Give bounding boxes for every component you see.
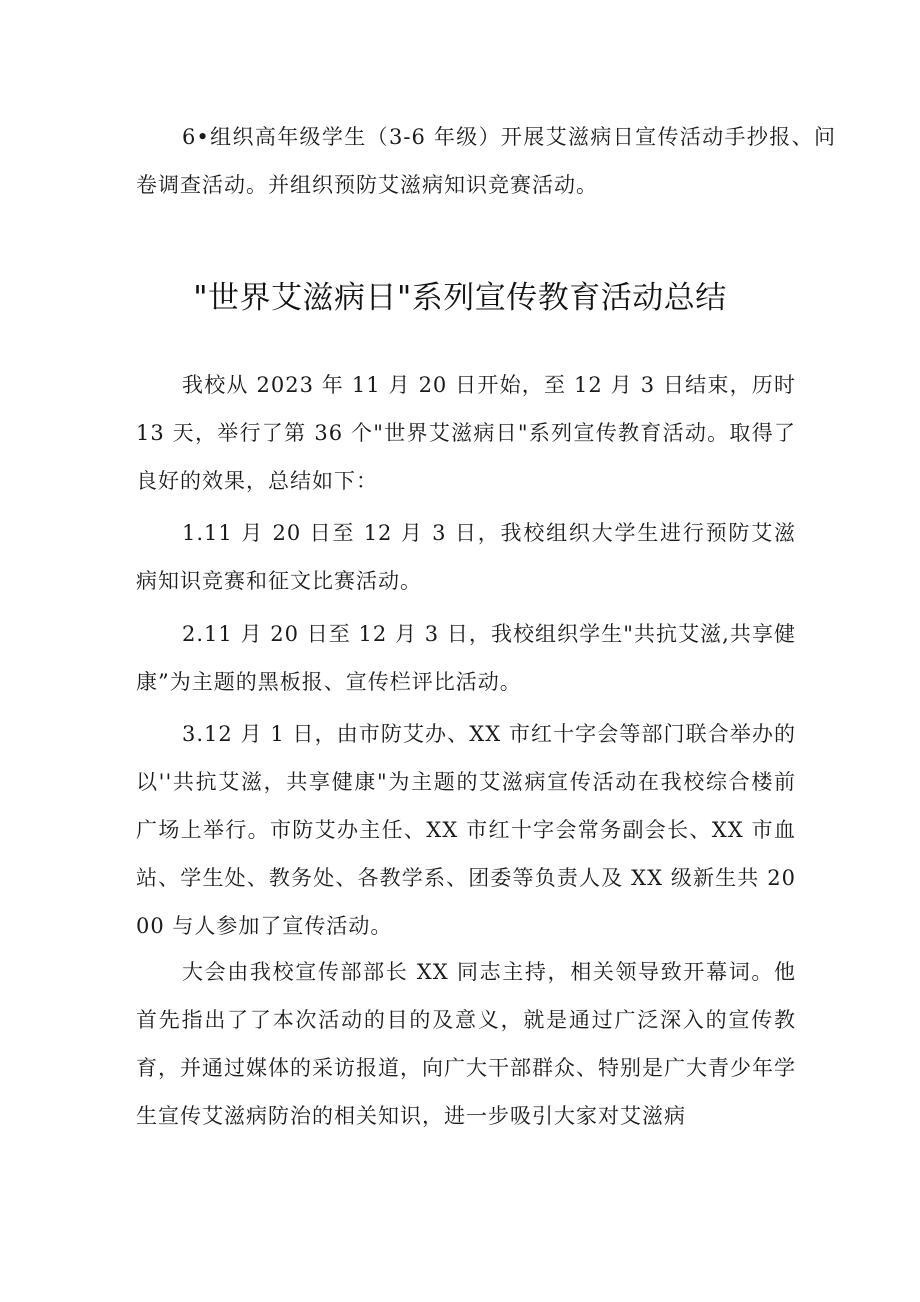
intro-list-item: 6•组织高年级学生（3-6 年级）开展艾滋病日宣传活动手抄报、问卷调查活动。并组织预防艾滋病知识竞赛活动。 xyxy=(136,125,836,197)
paragraph-meeting: 大会由我校宣传部部长 XX 同志主持，相关领导致开幕词。他首先指出了了本次活动的目的及意义，就是通过广泛深入的宣传教育，并通过媒体的采访报道，向广大干部群众、特别是广大青少年学生宣传艾滋病防治的相关知识，进一步吸引大家对艾滋病 xyxy=(136,960,796,1128)
paragraph-item-1: 1.11 月 20 日至 12 月 3 日，我校组织大学生进行预防艾滋病知识竞赛和征文比赛活动。 xyxy=(136,521,796,593)
document-title: "世界艾滋病日"系列宣传教育活动总结 xyxy=(193,280,727,316)
paragraph-intro: 我校从 2023 年 11 月 20 日开始，至 12 月 3 日结束，历时 13 天，举行了第 36 个"世界艾滋病日"系列宣传教育活动。取得了良好的效果，总结如下： xyxy=(136,373,796,493)
paragraph-item-2: 2.11 月 20 日至 12 月 3 日，我校组织学生"共抗艾滋,共享健康”为主题的黑板报、宣传栏评比活动。 xyxy=(136,622,796,694)
paragraph-item-3: 3.12 月 1 日，由市防艾办、XX 市红十字会等部门联合举办的以''共抗艾滋，共享健康"为主题的艾滋病宣传活动在我校综合楼前广场上举行。市防艾办主任、XX 市红十字会常务副会长、XX 市血站、学生处、教务处、各教学系、团委等负责人及 XX 级新生共 2000 与人参加了宣传活动。 xyxy=(136,722,796,938)
